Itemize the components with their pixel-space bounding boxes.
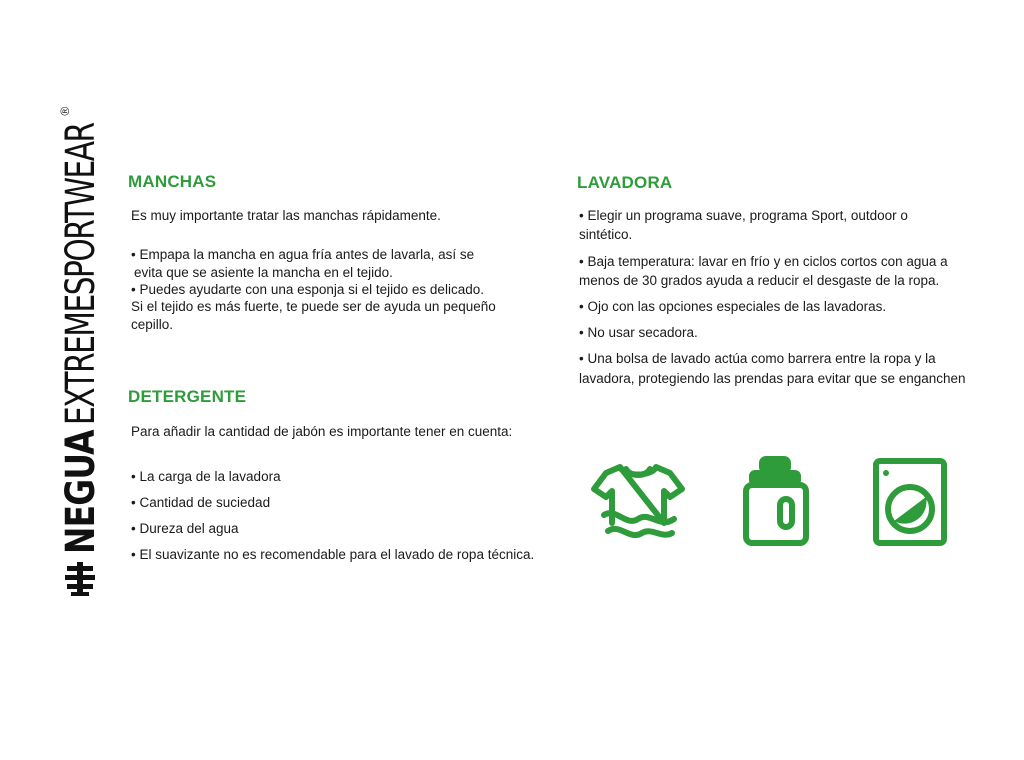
lavadora-item-5a: • Una bolsa de lavado actúa como barrera entre la ropa y la <box>579 351 936 366</box>
detergente-intro: Para añadir la cantidad de jabón es importante tener en cuenta: <box>131 424 513 439</box>
detergente-heading: DETERGENTE <box>128 387 247 406</box>
detergente-item-1: • La carga de la lavadora <box>131 469 281 484</box>
care-icons <box>588 455 958 555</box>
detergent-bottle-icon <box>740 455 812 547</box>
brand-tagline: EXTREMESPORTWEAR <box>58 123 104 426</box>
lavadora-item-2b: menos de 30 grados ayuda a reducir el desgaste de la ropa. <box>579 273 940 288</box>
lavadora-item-1b: sintético. <box>579 227 633 242</box>
registered-mark: ® <box>58 106 72 116</box>
washing-machine-icon <box>872 457 948 547</box>
manchas-item-1a: • Empapa la mancha en agua fría antes de lavarla, así se <box>131 247 475 262</box>
lavadora-item-3: • Ojo con las opciones especiales de las lavadoras. <box>579 299 887 314</box>
manchas-intro: Es muy importante tratar las manchas rápidamente. <box>131 208 441 223</box>
lavadora-item-4: • No usar secadora. <box>579 325 698 340</box>
lavadora-item-2a: • Baja temperatura: lavar en frío y en ciclos cortos con agua a <box>579 254 948 269</box>
manchas-item-1b: evita que se asiente la mancha en el tejido. <box>134 265 393 280</box>
manchas-item-2c: cepillo. <box>131 317 174 332</box>
detergente-item-3: • Dureza del agua <box>131 521 239 536</box>
manchas-item-2b: Si el tejido es más fuerte, te puede ser de ayuda un pequeño <box>131 299 496 314</box>
brand-mark-icon <box>61 558 101 598</box>
manchas-heading: MANCHAS <box>128 172 217 191</box>
tshirt-wash-icon <box>590 461 686 541</box>
brand-logo <box>58 106 104 598</box>
lavadora-item-1a: • Elegir un programa suave, programa Sport, outdoor o <box>579 208 908 223</box>
lavadora-item-5b: lavadora, protegiendo las prendas para evitar que se enganchen <box>579 371 966 386</box>
detergente-item-2: • Cantidad de suciedad <box>131 495 271 510</box>
manchas-item-2a: • Puedes ayudarte con una esponja si el tejido es delicado. <box>131 282 484 297</box>
brand-name: NEGUA <box>58 430 104 554</box>
lavadora-heading: LAVADORA <box>577 173 673 192</box>
detergente-item-4: • El suavizante no es recomendable para el lavado de ropa técnica. <box>131 547 535 562</box>
